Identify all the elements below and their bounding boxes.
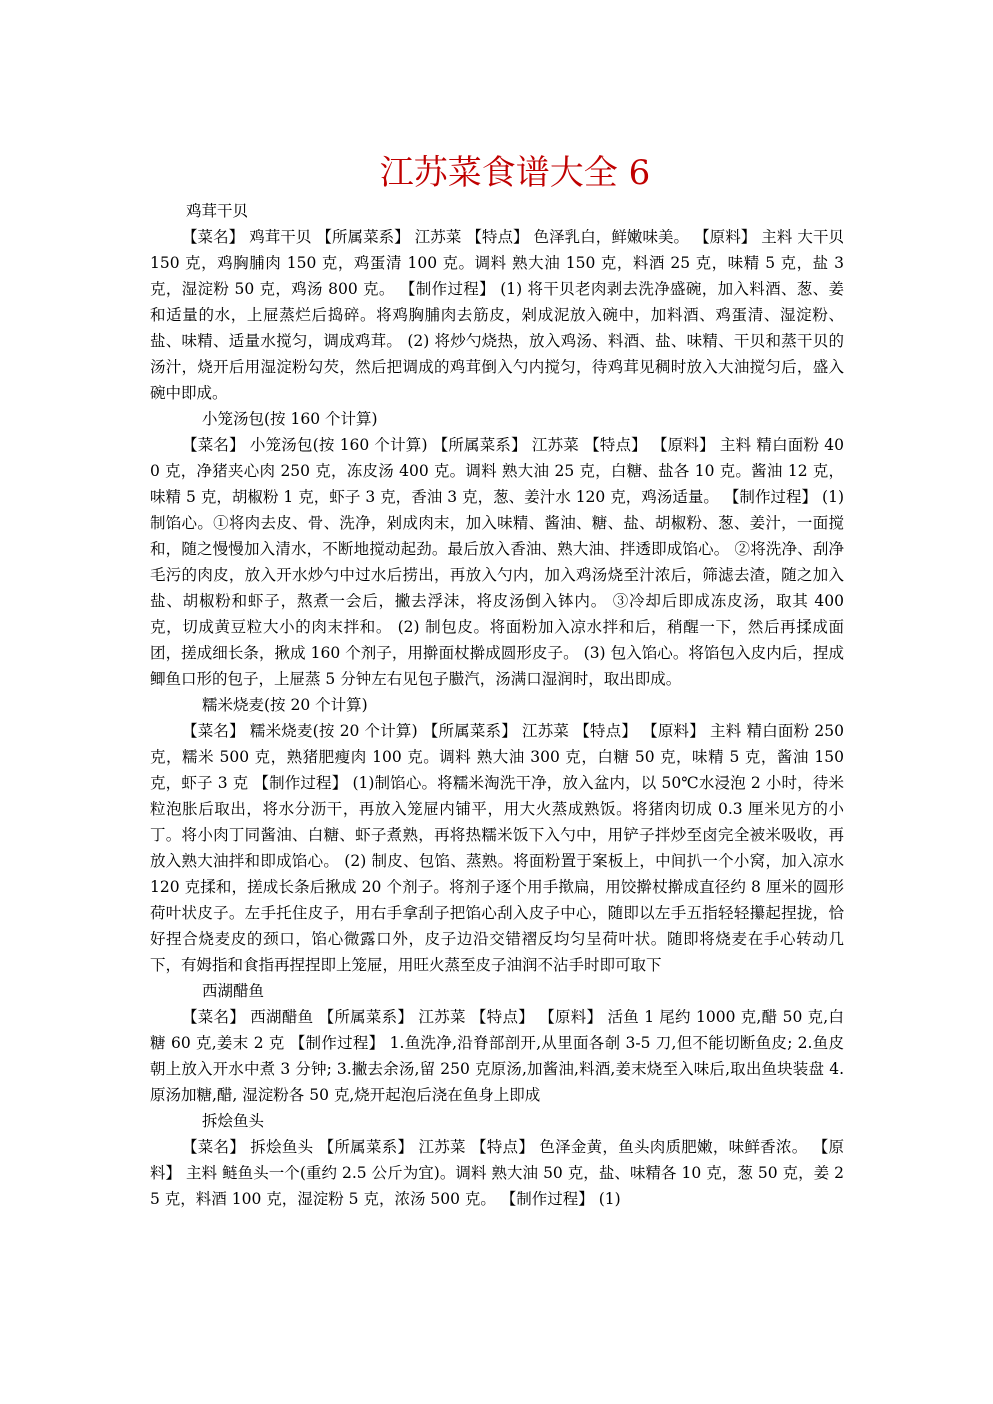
recipe-body: 【菜名】 西湖醋鱼 【所属菜系】 江苏菜 【特点】 【原料】 活鱼 1 尾约 1000 克,醋 50 克,白糖 60 克,姜末 2 克 【制作过程】 1.鱼洗净,沿脊部剖开,从里面各剞 3-5 刀,但不能切断鱼皮; 2.鱼皮朝上放入开水中煮 3 分钟; 3.撇去余汤,留 250 克原汤,加酱油,料酒,姜末烧至入味后,取出鱼块装盘 4.原汤加糖,醋, 湿淀粉各 50 克,烧开起泡后浇在鱼身上即成 [150,1008,844,1104]
recipe-body: 【菜名】 糯米烧麦(按 20 个计算) 【所属菜系】 江苏菜 【特点】 【原料】 主料 精白面粉 250 克，糯米 500 克，熟猪肥瘦肉 100 克。调料 熟大油 300 克，白糖 50 克，味精 5 克，酱油 150 克，虾子 3 克 【制作过程】 (1)制馅心。将糯米淘洗干净，放入盆内，以 50℃水浸泡 2 小时，待米粒泡胀后取出，将水分沥干，再放入笼屉内铺平，用大火蒸成熟饭。将猪肉切成 0.3 厘米见方的小丁。将小肉丁同酱油、白糖、虾子煮熟，再将热糯米饭下入勺中，用铲子拌炒至卤完全被米吸收，再放入熟大油拌和即成馅心。 (2) 制皮、包馅、蒸熟。将面粉置于案板上，中间扒一个小窝，加入凉水 120 克揉和，搓成长条后揪成 20 个剂子。将剂子逐个用手揿扁，用饺擀杖擀成直径约 8 厘米的圆形荷叶状皮子。左手托住皮子，用右手拿刮子把馅心刮入皮子中心，随即以左手五指轻轻攥起捏拢，恰好捏合烧麦皮的颈口，馅心微露口外，皮子边沿交错褶反均匀呈荷叶状。随即将烧麦在手心转动几下，有姆指和食指再捏捏即上笼屉，用旺火蒸至皮子油润不沾手时即可取下 [150,722,844,974]
recipe-body: 【菜名】 鸡茸干贝 【所属菜系】 江苏菜 【特点】 色泽乳白，鲜嫩味美。 【原料】 主料 大干贝 150 克，鸡胸脯肉 150 克，鸡蛋清 100 克。调料 熟大油 150 克，料酒 25 克，味精 5 克，盐 3 克，湿淀粉 50 克，鸡汤 800 克。 【制作过程】 (1) 将干贝老肉剥去洗净盛碗，加入料酒、葱、姜和适量的水，上屉蒸烂后捣碎。将鸡胸脯肉去筋皮，剁成泥放入碗中，加料酒、鸡蛋清、湿淀粉、盐、味精、适量水搅匀，调成鸡茸。 (2) 将炒勺烧热，放入鸡汤、料酒、盐、味精、干贝和蒸干贝的汤汁，烧开后用湿淀粉勾芡，然后把调成的鸡茸倒入勺内搅匀，待鸡茸见稠时放入大油搅匀后，盛入碗中即成。 [150,228,844,402]
document-content [150,198,844,1212]
recipe-body: 【菜名】 小笼汤包(按 160 个计算) 【所属菜系】 江苏菜 【特点】 【原料】 主料 精白面粉 400 克，净猪夹心肉 250 克，冻皮汤 400 克。调料 熟大油 25 克，白糖、盐各 10 克。酱油 12 克，味精 5 克，胡椒粉 1 克，虾子 3 克，香油 3 克，葱、姜汁水 120 克，鸡汤适量。 【制作过程】 (1) 制馅心。①将肉去皮、骨、洗净，剁成肉末，加入味精、酱油、糖、盐、胡椒粉、葱、姜汁，一面搅和，随之慢慢加入清水，不断地搅动起劲。最后放入香油、熟大油、拌透即成馅心。 ②将洗净、刮净毛污的肉皮，放入开水炒勺中过水后捞出，再放入勺内，加入鸡汤烧至汁浓后，筛滤去渣，随之加入盐、胡椒粉和虾子，熬煮一会后，撇去浮沫，将皮汤倒入钵内。 ③冷却后即成冻皮汤，取其 400 克，切成黄豆粒大小的肉末拌和。 (2) 制包皮。将面粉加入凉水拌和后，稍醒一下，然后再揉成面团，搓成细长条，揪成 160 个剂子，用擀面杖擀成圆形皮子。 (3) 包入馅心。将馅包入皮内后，捏成鲫鱼口形的包子，上屉蒸 5 分钟左右见包子臌汽，汤满口湿润时，取出即成。 [150,436,844,688]
document-title: 江苏菜食谱大全 6 [379,153,651,193]
recipe-name: 西湖醋鱼 [202,982,265,1000]
recipe-body: 【菜名】 拆烩鱼头 【所属菜系】 江苏菜 【特点】 色泽金黄，鱼头肉质肥嫩，味鲜香浓。 【原料】 主料 鲢鱼头一个(重约 2.5 公斤为宜)。调料 熟大油 50 克，盐、味精各 10 克，葱 50 克，姜 25 克，料酒 100 克，湿淀粉 5 克，浓汤 500 克。 【制作过程】 (1) [150,1138,844,1208]
recipe-name: 鸡茸干贝 [186,202,249,220]
recipe-name: 拆烩鱼头 [202,1112,265,1130]
recipe-name: 糯米烧麦(按 20 个计算) [202,696,368,714]
recipe-name: 小笼汤包(按 160 个计算) [202,410,378,428]
